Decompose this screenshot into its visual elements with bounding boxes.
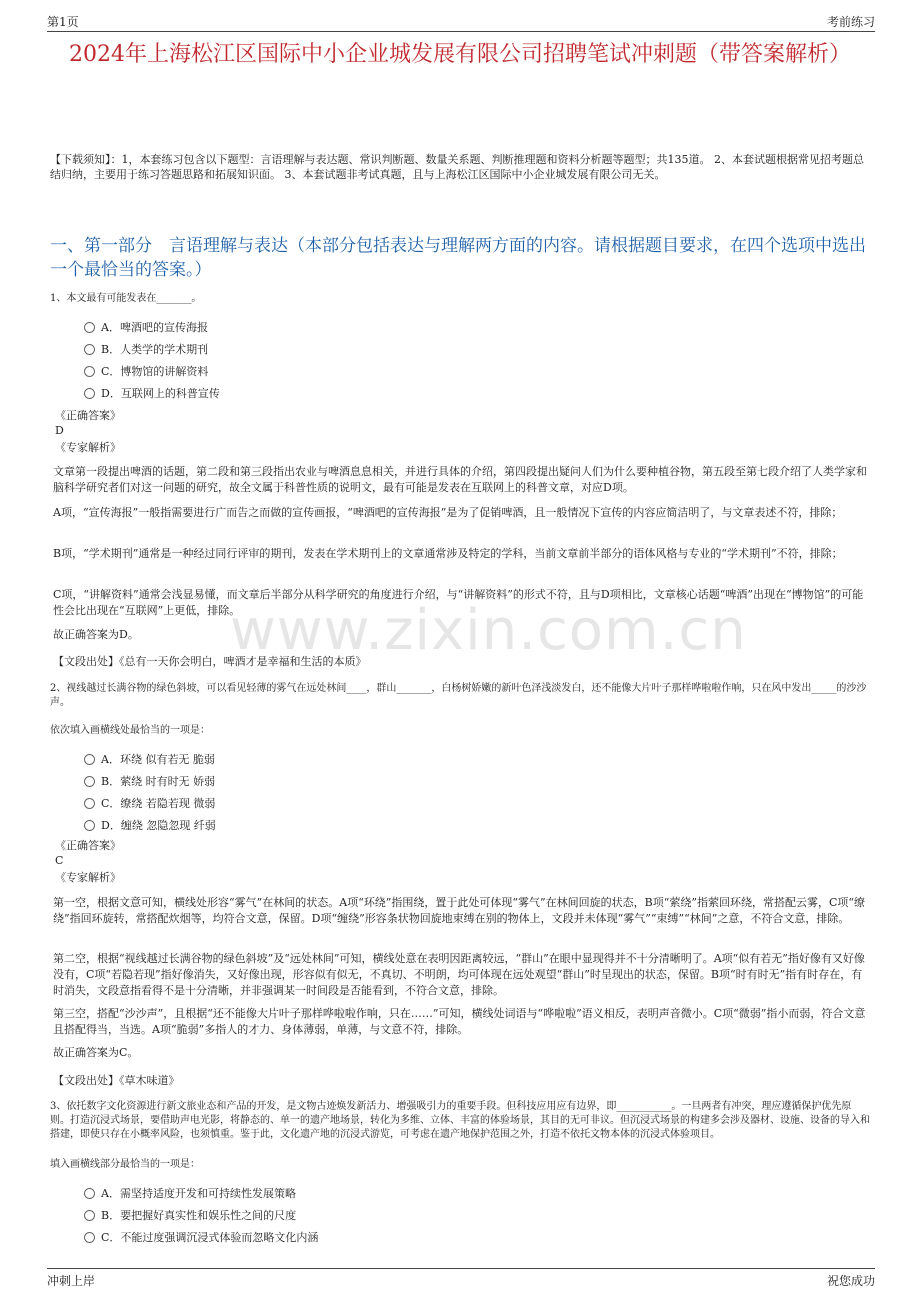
passage-source: 【文段出处】《草木味道》: [53, 1074, 180, 1087]
download-notice: 【下载须知】：1，本套练习包含以下题型：言语理解与表达题、常识判断题、数量关系题、判断推理题和资料分析题等题型；共135道。 2、本套试题根据常见招考题总结归纳，主要用于练习答题思路和拓展知识面。 3、本套试题非考试真题，且与上海松江区国际中小企业城发展有限公司无关。: [50, 153, 864, 181]
analysis-conclusion: 故正确答案为C。: [53, 1046, 139, 1059]
document-title: 2024年上海松江区国际中小企业城发展有限公司招聘笔试冲刺题（带答案解析）: [69, 42, 851, 67]
radio-icon[interactable]: [84, 820, 95, 831]
radio-icon[interactable]: [84, 754, 95, 765]
option[interactable]: C．博物馆的讲解资料: [84, 360, 220, 382]
correct-answer-label: 《正确答案》: [55, 409, 121, 422]
page-number: 第1页: [47, 15, 79, 29]
radio-icon[interactable]: [84, 388, 95, 399]
radio-icon[interactable]: [84, 1232, 95, 1243]
correct-answer-value: C: [55, 854, 64, 867]
option[interactable]: A．环绕 似有若无 脆弱: [84, 748, 216, 770]
option[interactable]: C．缭绕 若隐若现 微弱: [84, 792, 216, 814]
radio-icon[interactable]: [84, 344, 95, 355]
page-header: [47, 13, 875, 32]
analysis-paragraph: 第一空，根据文意可知，横线处形容“雾气”在林间的状态。A项“环绕”指围绕，置于此处可体现“雾气”在林间回旋的状态，B项“萦绕”指萦回环绕，常搭配云雾，C项“缭绕”指回环旋转，常搭配炊烟等，均符合文意，保留。D项“缠绕”形容条状物回旋地束缚在别的物体上，文段并未体现“雾气”“束缚”“林间”之意，不符合文意，排除。: [53, 896, 866, 925]
radio-icon[interactable]: [84, 1210, 95, 1221]
analysis-conclusion: 故正确答案为D。: [53, 628, 139, 641]
footer-left: 冲刺上岸: [47, 1274, 96, 1288]
analysis-paragraph: C项，“讲解资料”通常会浅显易懂，而文章后半部分从科学研究的角度进行介绍，与“讲解资料”的形式不符，且与D项相比，文章核心话题“啤酒”出现在“博物馆”的可能性会比出现在“互联网”上更低，排除。: [53, 588, 864, 617]
passage-source: 【文段出处】《总有一天你会明白，啤酒才是幸福和生活的本质》: [53, 655, 367, 668]
radio-icon[interactable]: [84, 798, 95, 809]
analysis-paragraph: 第三空，搭配“沙沙声”，且根据“还不能像大片叶子那样哗啦啦作响，只在……”可知，横线处词语与“哗啦啦”语义相反，表明声音微小。C项“微弱”指小而弱，符合文意且搭配得当，当选。A项“脆弱”多指人的才力、身体薄弱，单薄，与文意不符，排除。: [53, 1007, 866, 1036]
footer-right: 祝您成功: [826, 1274, 875, 1288]
question-1-stem: 1、本文最有可能发表在_______。: [50, 293, 202, 304]
analysis-paragraph: A项，“宣传海报”一般指需要进行广而告之而做的宣传画报，“啤酒吧的宣传海报”是为了促销啤酒，且一般情况下宣传的内容应简洁明了，与文章表述不符，排除；: [53, 506, 843, 519]
header-tag: 考前练习: [826, 15, 875, 29]
question-2-stem: 2、视线越过长满谷物的绿色斜坡，可以看见轻薄的雾气在远处林间____，群山_______，白杨树娇嫩的新叶色泽浅淡发白，还不能像大片叶子那样哗啦啦作响，只在风中发出_____的沙沙声。: [50, 683, 867, 708]
option[interactable]: B．人类学的学术期刊: [84, 338, 220, 360]
option[interactable]: A．需坚持适度开发和可持续性发展策略: [84, 1182, 318, 1204]
option[interactable]: B．萦绕 时有时无 娇弱: [84, 770, 216, 792]
watermark: www.zixin.com.cn: [230, 598, 747, 663]
section-heading: 一、第一部分 言语理解与表达（本部分包括表达与理解两方面的内容。请根据题目要求，在四个选项中选出一个最恰当的答案。）: [50, 236, 866, 280]
question-3-options: [84, 1182, 318, 1248]
option[interactable]: D．互联网上的科普宣传: [84, 382, 220, 404]
analysis-paragraph: 第二空，根据“视线越过长满谷物的绿色斜坡”及“远处林间”可知，横线处意在表明因距离较远，“群山”在眼中显现得并不十分清晰明了。A项“似有若无”指好像有又好像没有，C项“若隐若现”指好像消失，又好像出现，形容似有似无，不真切、不明朗，均可体现在远处观望“群山”时呈现出的状态，保留。B项“时有时无”指有时存在，有时消失，文段意指看得不是十分清晰，并非强调某一时间段是否能看到，不符合文意，排除。: [53, 952, 865, 997]
correct-answer-value: D: [55, 424, 64, 437]
analysis-label: 《专家解析》: [55, 871, 121, 884]
analysis-paragraph: B项，“学术期刊”通常是一种经过同行评审的期刊，发表在学术期刊上的文章通常涉及特定的学科，当前文章前半部分的语体风格与专业的“学术期刊”不符，排除；: [53, 547, 843, 560]
radio-icon[interactable]: [84, 322, 95, 333]
analysis-paragraph: 文章第一段提出啤酒的话题，第二段和第三段指出农业与啤酒息息相关，并进行具体的介绍，第四段提出疑问人们为什么要种植谷物，第五段至第七段介绍了人类学家和脑科学研究者们对这一问题的研究，故全文属于科普性质的说明文，最有可能是发表在互联网上的科普文章，对应D项。: [53, 465, 867, 494]
question-2-options: [84, 748, 216, 836]
radio-icon[interactable]: [84, 776, 95, 787]
option[interactable]: D．缠绕 忽隐忽现 纤弱: [84, 814, 216, 836]
correct-answer-label: 《正确答案》: [55, 839, 121, 852]
question-1-options: [84, 316, 220, 404]
radio-icon[interactable]: [84, 1188, 95, 1199]
question-3-prompt: 填入画横线部分最恰当的一项是：: [50, 1159, 200, 1170]
question-2-prompt: 依次填入画横线处最恰当的一项是：: [50, 725, 210, 736]
question-3-stem: 3、依托数字文化资源进行新文旅业态和产品的开发，是文物古迹焕发新活力、增强吸引力的重要手段。但科技应用应有边界，即___________。一旦两者有冲突，理应遵循保护优先原则。打造沉浸式场景，要借助声电光影，将静态的、单一的遗产地场景，转化为多维、立体、丰富的体验场景，其目的无可非议。但沉浸式场景的构建多会涉及器材、设施、设备的导入和搭建，即使只存在小概率风险，也须慎重。鉴于此，文化遗产地的沉浸式游览，可考虑在遗产地保护范围之外，打造不依托文物本体的沉浸式体验项目。: [50, 1101, 870, 1140]
page-footer: [47, 1268, 875, 1289]
option[interactable]: A．啤酒吧的宣传海报: [84, 316, 220, 338]
option[interactable]: B．要把握好真实性和娱乐性之间的尺度: [84, 1204, 318, 1226]
option[interactable]: C．不能过度强调沉浸式体验而忽略文化内涵: [84, 1226, 318, 1248]
analysis-label: 《专家解析》: [55, 441, 121, 454]
radio-icon[interactable]: [84, 366, 95, 377]
